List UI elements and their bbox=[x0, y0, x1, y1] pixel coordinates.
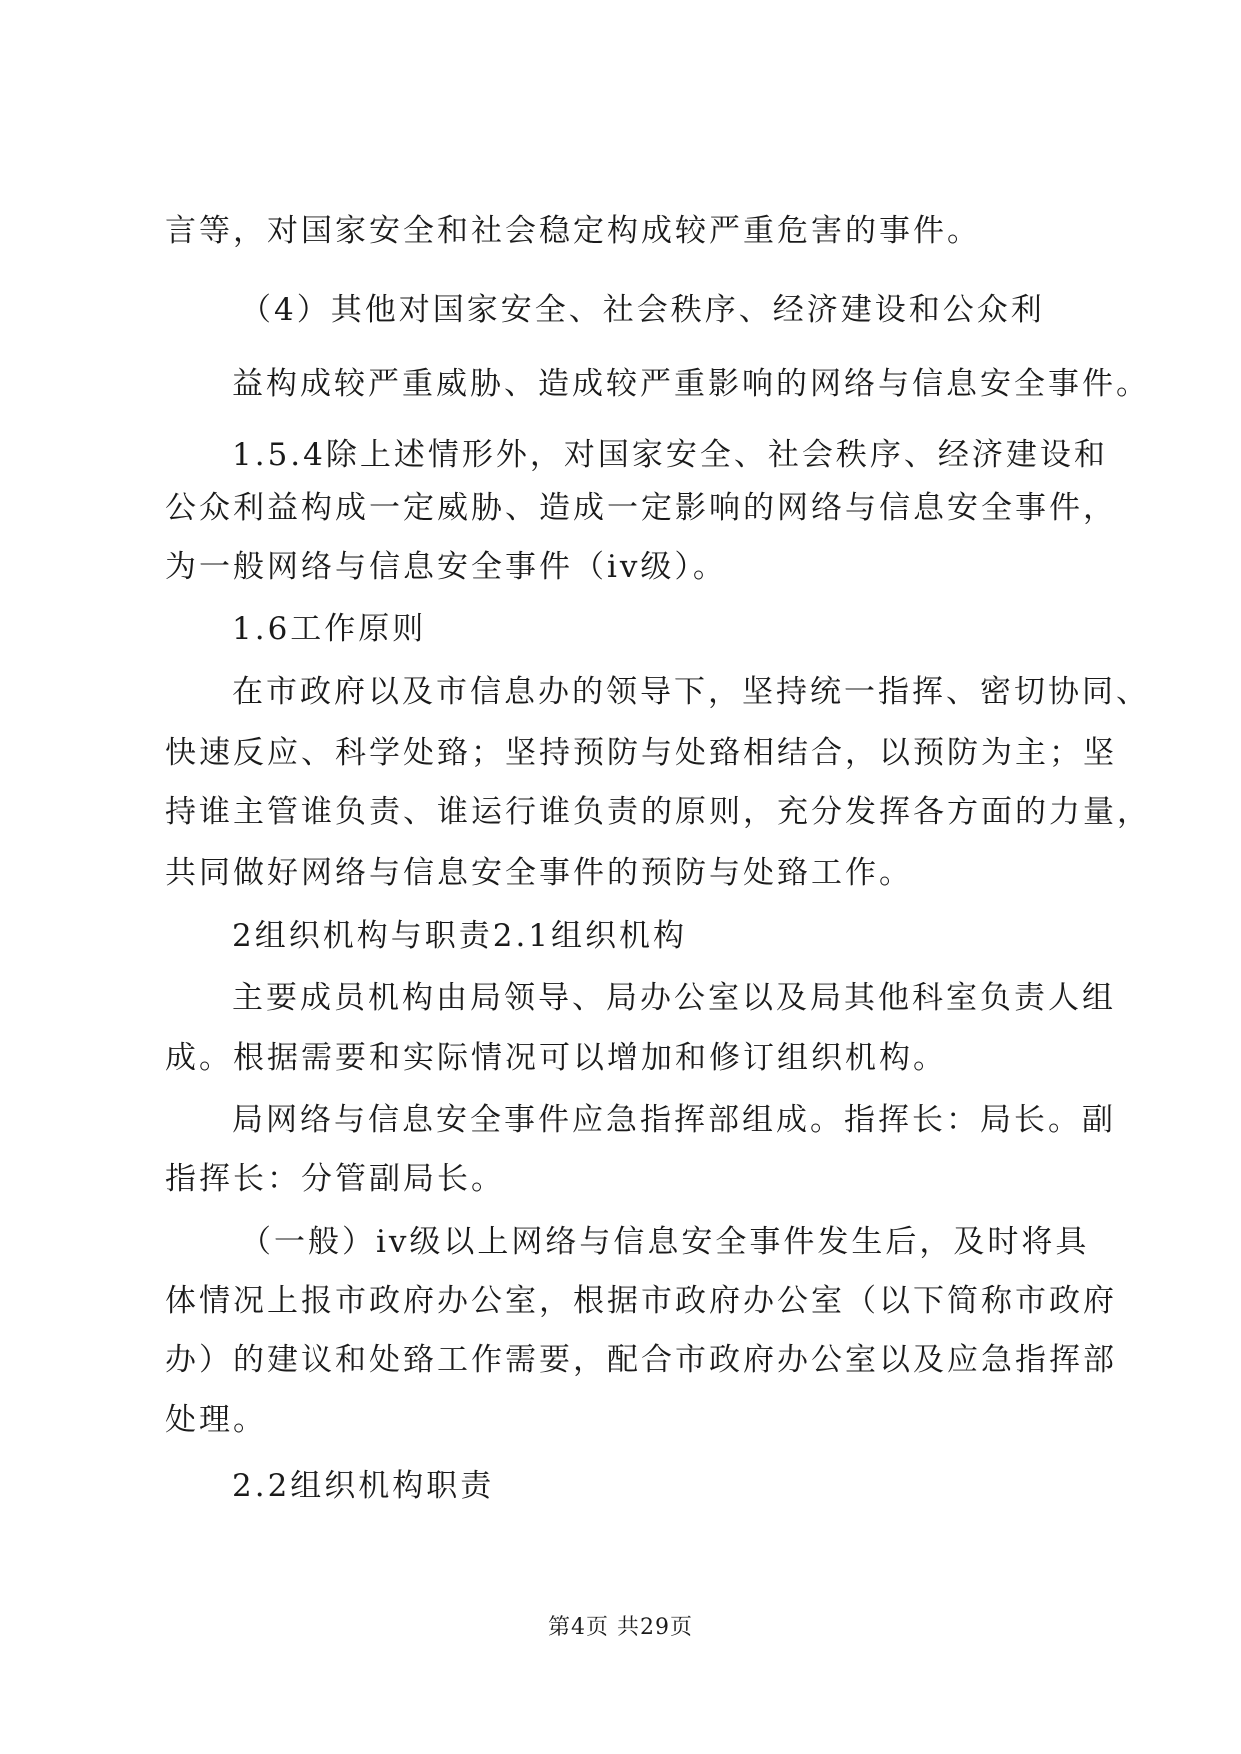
text-line: 公众利益构成一定威胁、造成一定影响的网络与信息安全事件， bbox=[165, 490, 1117, 526]
text-line: 局网络与信息安全事件应急指挥部组成。指挥长：局长。副 bbox=[232, 1102, 1116, 1138]
text-line: 办）的建议和处臵工作需要，配合市政府办公室以及应急指挥部 bbox=[165, 1342, 1117, 1378]
text-line: （4）其他对国家安全、社会秩序、经济建设和公众利 bbox=[240, 292, 1045, 328]
text-line: 主要成员机构由局领导、局办公室以及局其他科室负责人组 bbox=[232, 980, 1116, 1016]
text-line: 益构成较严重威胁、造成较严重影响的网络与信息安全事件。 bbox=[232, 366, 1150, 402]
text-line: 快速反应、科学处臵；坚持预防与处臵相结合，以预防为主；坚 bbox=[165, 735, 1117, 771]
section-heading: 2.2组织机构职责 bbox=[232, 1468, 495, 1504]
section-heading: 2组织机构与职责2.1组织机构 bbox=[232, 918, 688, 954]
section-heading: 1.6工作原则 bbox=[232, 611, 427, 647]
text-line: 为一般网络与信息安全事件（iv级）。 bbox=[165, 549, 727, 585]
text-line: （一般）iv级以上网络与信息安全事件发生后，及时将具 bbox=[240, 1224, 1090, 1260]
text-line: 言等，对国家安全和社会稳定构成较严重危害的事件。 bbox=[165, 213, 981, 249]
text-line: 1.5.4除上述情形外，对国家安全、社会秩序、经济建设和 bbox=[232, 437, 1108, 473]
text-line: 共同做好网络与信息安全事件的预防与处臵工作。 bbox=[165, 855, 913, 891]
text-line: 处理。 bbox=[165, 1402, 267, 1438]
text-line: 指挥长：分管副局长。 bbox=[165, 1161, 505, 1197]
page-number-footer: 第4页 共29页 bbox=[548, 1615, 693, 1640]
text-line: 持谁主管谁负责、谁运行谁负责的原则，充分发挥各方面的力量， bbox=[165, 794, 1151, 830]
text-line: 成。根据需要和实际情况可以增加和修订组织机构。 bbox=[165, 1040, 947, 1076]
text-line: 体情况上报市政府办公室，根据市政府办公室（以下简称市政府 bbox=[165, 1283, 1117, 1319]
text-line: 在市政府以及市信息办的领导下，坚持统一指挥、密切协同、 bbox=[232, 674, 1150, 710]
